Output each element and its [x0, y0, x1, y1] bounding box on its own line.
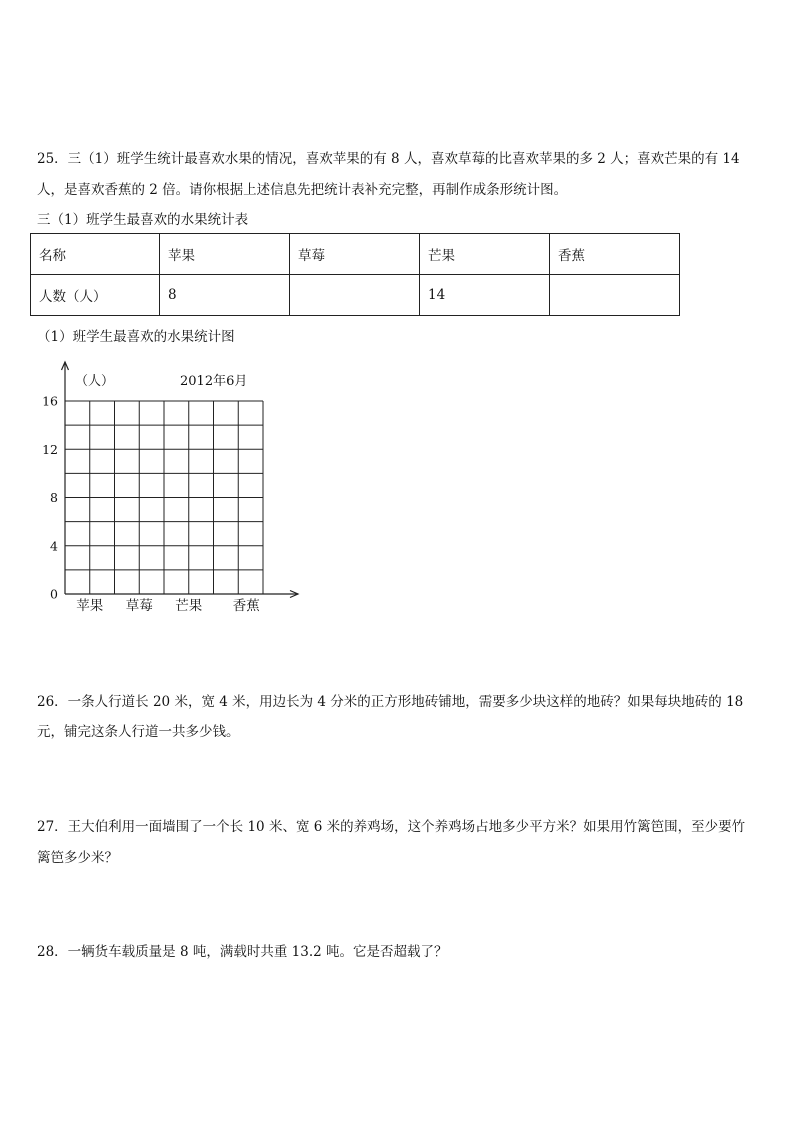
- y-tick-label: 8: [50, 490, 58, 505]
- table-cell: 草莓: [290, 234, 420, 275]
- table-cell: 苹果: [160, 234, 290, 275]
- chart-y-ticks: [42, 394, 58, 602]
- y-tick-label: 16: [42, 393, 58, 409]
- table-cell: 香蕉: [550, 234, 680, 275]
- chart-caption: （1）班学生最喜欢的水果统计图: [37, 329, 235, 345]
- y-tick-label: 4: [50, 538, 58, 554]
- q25-text-line1: 25．三（1）班学生统计最喜欢水果的情况，喜欢苹果的有 8 人，喜欢草莓的比喜欢苹果的多 2 人；喜欢芒果的有 14: [37, 151, 740, 167]
- table-cell: 人数（人）: [31, 275, 160, 316]
- y-tick-label: 12: [42, 441, 58, 457]
- table-cell: 名称: [31, 234, 160, 275]
- chart-title: 2012年6月: [180, 374, 248, 389]
- q26-text-line1: 26．一条人行道长 20 米，宽 4 米，用边长为 4 分米的正方形地砖铺地，需要多少块这样的地砖？如果每块地砖的 18: [37, 694, 744, 710]
- table-cell: 芒果: [420, 234, 550, 275]
- y-tick-label: 0: [50, 586, 58, 602]
- chart-x-ticks: [76, 597, 260, 614]
- q26-text-line2: 元，铺完这条人行道一共多少钱。: [37, 724, 240, 740]
- q27-text-line1: 27．王大伯利用一面墙围了一个长 10 米、宽 6 米的养鸡场，这个养鸡场占地多少平方米？如果用竹篱笆围，至少要竹: [37, 819, 746, 835]
- x-tick-label: 香蕉: [232, 598, 260, 614]
- table-cell: 14: [420, 275, 550, 316]
- x-tick-label: 芒果: [175, 598, 203, 614]
- q25-text-line2: 人，是喜欢香蕉的 2 倍。请你根据上述信息先把统计表补充完整，再制作成条形统计图。: [37, 182, 568, 198]
- chart-y-axis-label: （人）: [75, 374, 115, 389]
- q28-text-line1: 28．一辆货车载质量是 8 吨，满载时共重 13.2 吨。它是否超载了？: [37, 944, 448, 960]
- q27-text-line2: 篱笆多少米？: [37, 850, 118, 866]
- table-cell: 8: [160, 275, 290, 316]
- table-caption: 三（1）班学生最喜欢的水果统计表: [37, 212, 249, 228]
- x-tick-label: 草莓: [125, 598, 153, 614]
- chart-grid: [65, 401, 263, 594]
- x-tick-label: 苹果: [76, 598, 104, 614]
